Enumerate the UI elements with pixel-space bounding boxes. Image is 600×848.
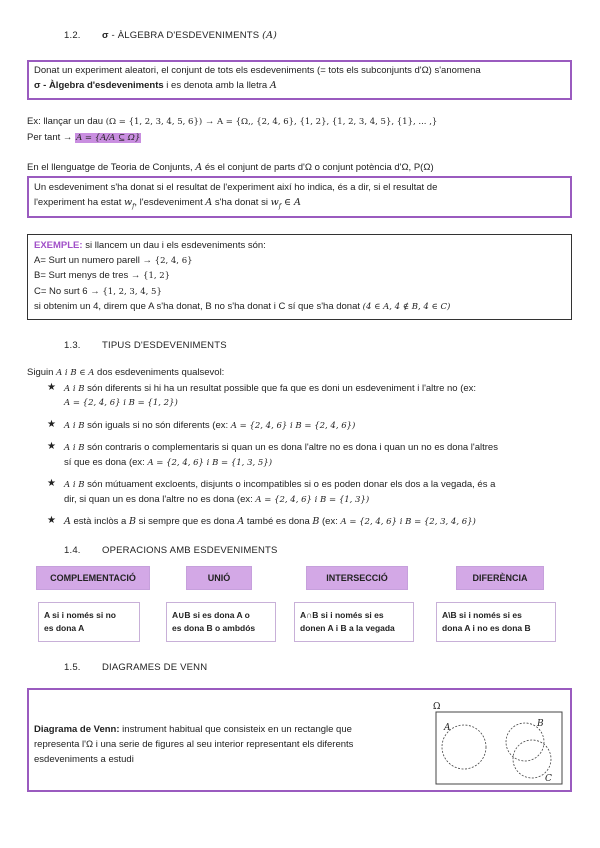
section-number: 1.5. (64, 662, 81, 673)
op-title-diferencia: DIFERÈNCIA (456, 566, 544, 590)
algebra-set: A = {Ω,, {2, 4, 6}, {1, 2}, {1, 2, 3, 4, 5}, {1}, ... ,} (216, 117, 438, 127)
algebra-term: - Àlgebra d'esdeveniments (40, 80, 164, 91)
op-desc-diferencia (436, 602, 556, 642)
example-text: Ex: llançar un dau (27, 116, 106, 127)
math-AiB: A i B (64, 480, 85, 490)
siguin-line (27, 367, 224, 378)
section-title: DIAGRAMES DE VENN (102, 662, 208, 673)
venn-line-1 (34, 724, 352, 735)
esdeveniment-line-2 (34, 197, 301, 210)
star-bullet-icon: ★ (47, 515, 56, 526)
section-1-3-heading (64, 340, 227, 351)
example-event-a (34, 255, 193, 266)
section-title: TIPUS D'ESDEVENIMENTS (102, 340, 227, 351)
text: són diferents si hi ha un resultat possible que fa que es doni un esdeveniment i l'altre no (ex: (84, 383, 477, 394)
op-desc-line: dona A i no es dona B (442, 623, 531, 633)
example-conclusion (34, 301, 450, 312)
section-title: OPERACIONS AMB ESDEVENIMENTS (102, 545, 278, 556)
venn-diagram (430, 698, 570, 788)
bullet-diferents-line-1 (64, 383, 476, 394)
bullet-contraris-line-1 (64, 442, 498, 453)
venn-line-3: esdeveniments a estudi (34, 754, 134, 765)
definition-line-2 (34, 80, 277, 91)
omega-set: (Ω = {1, 2, 3, 4, 5, 6}) (105, 117, 203, 127)
op-desc-line: A∩B si i només si es (300, 610, 384, 620)
text: també es dona (244, 516, 313, 527)
math-A: A (237, 516, 245, 527)
op-desc-unio (166, 602, 276, 642)
op-desc-line: A si i només si no (44, 610, 116, 620)
math-in-A: ∈ A (280, 197, 301, 208)
op-desc-complementacio (38, 602, 140, 642)
example-event-c (34, 286, 162, 297)
math-A: A (195, 162, 203, 173)
bullet-contraris-line-2 (64, 457, 272, 468)
arrow: → (202, 116, 217, 127)
op-desc-line: es dona B o ambdós (172, 623, 256, 633)
section-title: - ÀLGEBRA D'ESDEVENIMENTS (108, 30, 263, 41)
star-bullet-icon: ★ (47, 382, 56, 393)
math-w: w (124, 197, 133, 208)
math-B: B (128, 516, 136, 527)
math-AiB: A i B (64, 443, 85, 453)
text: són iguals si no són diferents (ex: (84, 420, 231, 431)
text: s'ha donat si (212, 197, 271, 208)
math: A i B ∈ A (56, 368, 95, 378)
section-1-4-heading (64, 545, 278, 556)
text: instrument habitual que consisteix en un rectangle que (119, 724, 352, 735)
op-title-unio: UNIÓ (186, 566, 252, 590)
op-title-complementacio: COMPLEMENTACIÓ (36, 566, 150, 590)
example-dice (27, 116, 437, 127)
math-A: A (269, 80, 277, 91)
per-tant-line (27, 132, 141, 143)
section-number: 1.3. (64, 340, 81, 351)
venn-label-c: C (545, 774, 552, 784)
star-bullet-icon: ★ (47, 441, 56, 452)
venn-circle-c (513, 740, 551, 778)
text: són mútuament excloents, disjunts o incompatibles si o es poden donar els dos a la vegada, és a (84, 479, 496, 490)
section-title-math: (A) (262, 30, 278, 41)
text: dir, si quan un es dona l'altre no es dona (ex: (64, 494, 256, 505)
event-b-set: {1, 2} (143, 271, 171, 281)
math-B: B (312, 516, 320, 527)
op-desc-line: donen A i B a la vegada (300, 623, 395, 633)
math-sub: f (278, 202, 281, 210)
bullet-excloents-line-2 (64, 494, 369, 505)
section-1-2-heading (64, 30, 277, 41)
text: , l'esdeveniment (134, 197, 206, 208)
conclusion-math: (4 ∈ A, 4 ∉ B, 4 ∈ C) (362, 302, 451, 312)
op-desc-interseccio (294, 602, 414, 642)
section-1-5-heading (64, 662, 207, 673)
math-A: A (205, 197, 213, 208)
conclusion-text: si obtenim un 4, direm que A s'ha donat, B no s'ha donat i C sí que s'ha donat (34, 301, 363, 312)
op-desc-line: es dona A (44, 623, 85, 633)
math: A = {2, 4, 6} i B = {2, 4, 6}) (230, 421, 356, 431)
teoria-text: En el llenguatge de Teoria de Conjunts, (27, 162, 196, 173)
math: A = {2, 4, 6} i B = {1, 3, 5}) (147, 458, 273, 468)
math: A = {2, 4, 6} i B = {2, 3, 4, 6}) (340, 517, 476, 527)
venn-omega-label: Ω (433, 702, 441, 712)
bullet-diferents-line-2: A = {2, 4, 6} i B = {1, 2}) (64, 398, 178, 408)
event-c-set: {1, 2, 3, 4, 5} (102, 287, 162, 297)
section-number: 1.4. (64, 545, 81, 556)
text: són contraris o complementaris si quan un es dona l'altre no es dona i quan un no es dona l'altres (84, 442, 498, 453)
highlighted-formula: A = {A/A ⊆ Ω} (76, 133, 141, 143)
definition-line-1: Donat un experiment aleatori, el conjunt de tots els esdeveniments (= tots els subconjunts d'Ω) s'anomena (34, 65, 481, 76)
event-a-set: {2, 4, 6} (154, 256, 193, 266)
venn-line-2: representa l'Ω i una serie de figures al seu interior representant els diferents (34, 739, 354, 750)
venn-term: Diagrama de Venn: (34, 724, 120, 735)
example-intro-text: si llancem un dau i els esdeveniments són: (82, 240, 266, 251)
text: si sempre que es dona (135, 516, 238, 527)
star-bullet-icon: ★ (47, 419, 56, 430)
math-A: A (64, 516, 71, 527)
math: A = {2, 4, 6} i B = {1, 3}) (255, 495, 370, 505)
star-bullet-icon: ★ (47, 478, 56, 489)
venn-label-a: A (444, 723, 451, 733)
math-sub: f (132, 202, 135, 210)
op-desc-line: A\B si i només si es (442, 610, 522, 620)
op-title-interseccio: INTERSECCIÓ (306, 566, 408, 590)
text: dos esdeveniments qualsevol: (94, 367, 225, 378)
example-label: EXEMPLE: (34, 240, 83, 251)
event-b-text: B= Surt menys de tres → (34, 270, 144, 281)
event-c-text: C= No surt 6 → (34, 286, 103, 297)
venn-label-b: B (537, 719, 544, 729)
example-event-b (34, 270, 170, 281)
bullet-iguals (64, 420, 355, 431)
event-a-text: A= Surt un numero parell → (34, 255, 155, 266)
definition-text: i es denota amb la lletra (163, 80, 270, 91)
text: Siguin (27, 367, 57, 378)
text: l'experiment ha estat (34, 197, 124, 208)
text: sí que es dona (ex: (64, 457, 148, 468)
teoria-conjunts-line (27, 162, 434, 173)
esdeveniment-line-1: Un esdeveniment s'ha donat si el resultat de l'experiment així ho indica, és a dir, si el resultat de (34, 182, 438, 193)
text: (ex: (319, 516, 341, 527)
section-number: 1.2. (64, 30, 81, 41)
teoria-text: és el conjunt de parts d'Ω o conjunt potència d'Ω, P(Ω) (202, 162, 434, 173)
math-AiB: A i B (64, 384, 85, 394)
math-AiB: A i B (64, 421, 85, 431)
math-w: w (270, 197, 279, 208)
sigma-symbol: σ (102, 30, 109, 41)
bullet-excloents-line-1 (64, 479, 495, 490)
bullet-inclos (64, 516, 476, 527)
sigma-symbol: σ (34, 80, 41, 91)
op-desc-line: A∪B si es dona A o (172, 610, 250, 620)
per-tant-text: Per tant → (27, 132, 76, 143)
text: està inclòs a (70, 516, 129, 527)
example-intro (34, 240, 266, 251)
